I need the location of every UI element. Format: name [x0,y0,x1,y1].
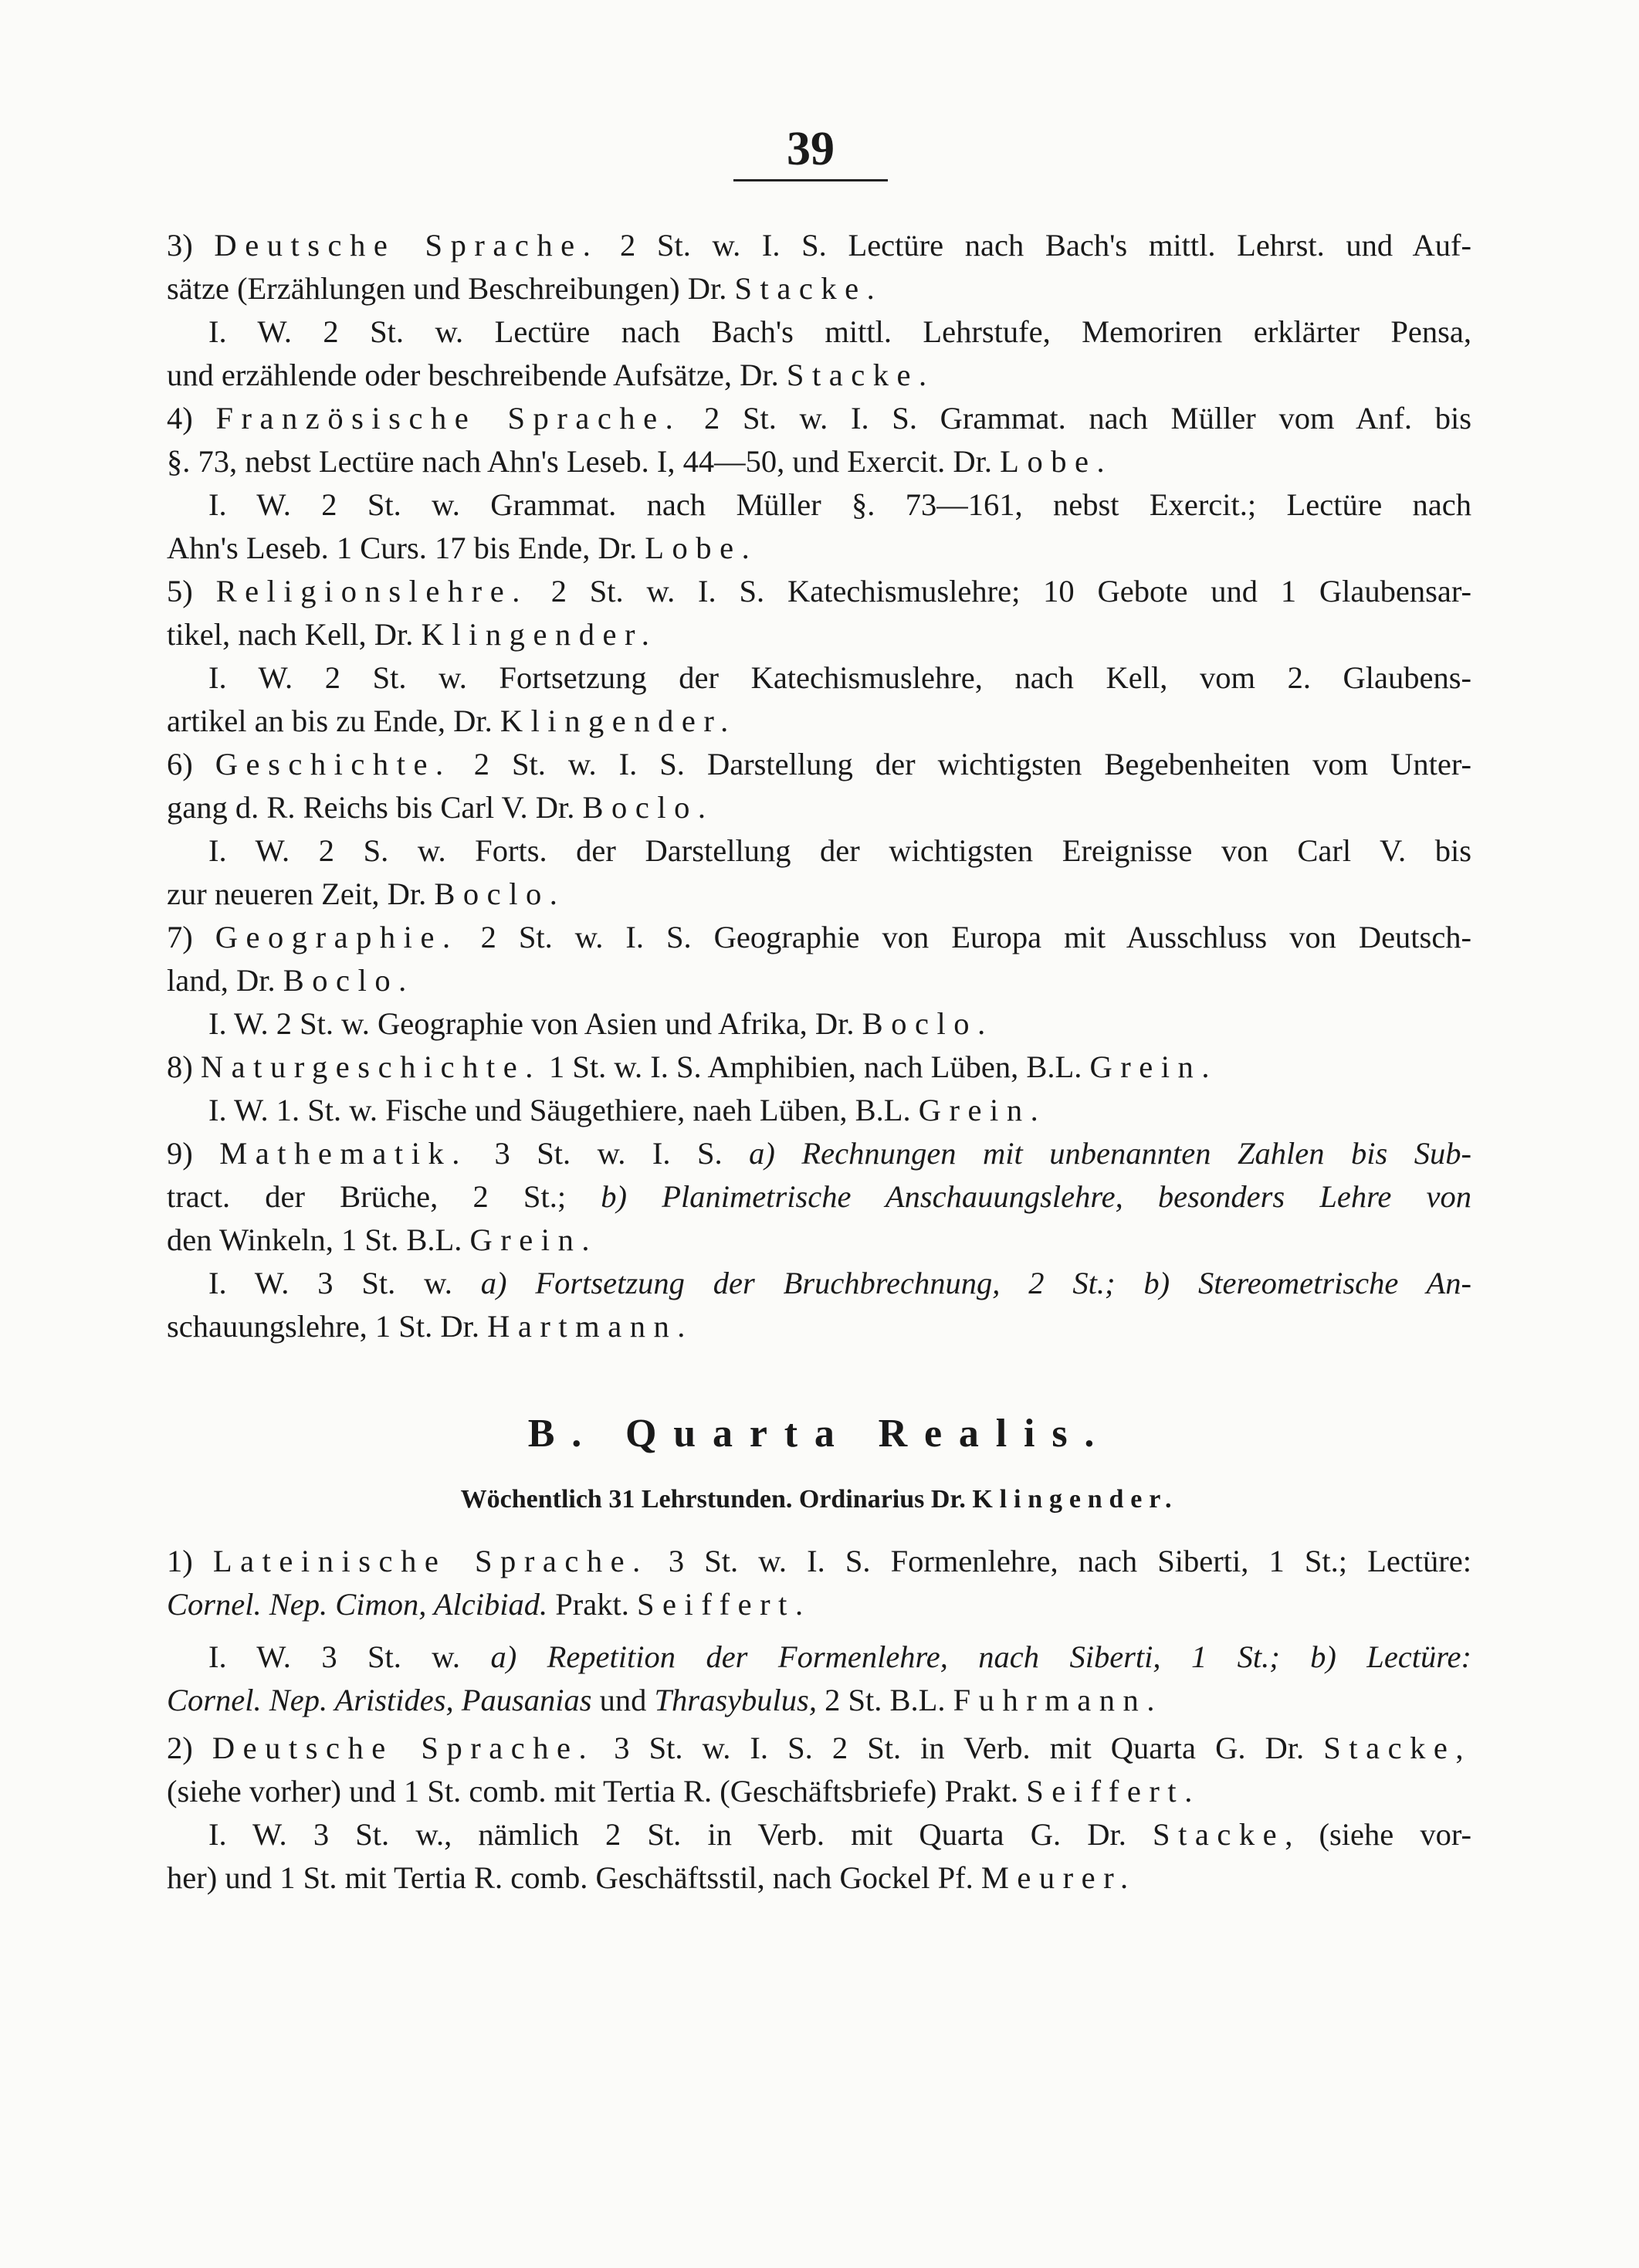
text-line: I. W. 3 St. w., nämlich 2 St. in Verb. mit Quarta G. Dr. Stacke, (siehe vor- [208,1817,1472,1852]
text-line: her) und 1 St. mit Tertia R. comb. Geschäftsstil, nach Gockel Pf. Meurer. [167,1860,1136,1895]
text-line: I. W. 2 St. w. Geographie von Asien und Afrika, Dr. Boclo. [208,1006,994,1041]
teacher-name: Grein. [1089,1049,1217,1084]
section-heading: B. Quarta Realis. [527,1412,1112,1456]
text-line: I. W. 3 St. w. a) Fortsetzung der Bruchbrechnung, 2 St.; b) Stereometrische An- [208,1266,1471,1300]
text-line: 6) Geschichte. 2 St. w. I. S. Darstellung der wichtigsten Begebenheiten vom Unter- [167,747,1472,781]
subject-name: Naturgeschichte. [200,1049,541,1084]
text-line: I. W. 3 St. w. a) Repetition der Formenlehre, nach Siberti, 1 St.; b) Lectüre: [208,1639,1471,1674]
teacher-name: Klingender. [421,617,658,652]
text-line: I. W. 2 St. w. Lectüre nach Bach's mittl. Lehrstufe, Memoriren erklärter Pensa, [208,314,1471,349]
page-number-rule [733,179,888,181]
text-line: artikel an bis zu Ende, Dr. Klingender. [167,703,737,738]
teacher-name: Boclo. [434,876,566,911]
text-line: Cornel. Nep. Cimon, Alcibiad. Prakt. Seiffert. [167,1587,811,1622]
text-line: zur neueren Zeit, Dr. Boclo. [167,876,566,911]
text-line: 9) Mathematik. 3 St. w. I. S. a) Rechnungen mit unbenannten Zahlen bis Sub- [167,1136,1472,1171]
teacher-name: Klingender. [499,703,737,738]
teacher-name: Seiffert. [1026,1774,1200,1809]
text-line: schauungslehre, 1 St. Dr. Hartmann. [167,1309,693,1344]
subject-name: Religionslehre. [215,574,528,609]
text-line: (siehe vorher) und 1 St. comb. mit Tertia R. (Geschäftsbriefe) Prakt. Seiffert. [167,1774,1200,1809]
text-line: 7) Geographie. 2 St. w. I. S. Geographie von Europa mit Ausschluss von Deutsch- [167,920,1472,954]
text-line: Cornel. Nep. Aristides, Pausanias und Thrasybulus, 2 St. B.L. Fuhrmann. [167,1683,1163,1717]
subject-name: Geographie. [215,920,459,954]
text-line: 8) Naturgeschichte. 1 St. w. I. S. Amphibien, nach Lüben, B.L. Grein. [167,1049,1217,1084]
text-line: und erzählende oder beschreibende Aufsätze, Dr. Stacke. [167,358,935,392]
text-line: land, Dr. Boclo. [167,963,415,998]
teacher-name: Seiffert. [637,1587,811,1622]
teacher-name: Hartmann. [487,1309,693,1344]
text-line: I. W. 2 St. w. Grammat. nach Müller §. 73—161, nebst Exercit.; Lectüre nach [208,487,1471,522]
text-line: sätze (Erzählungen und Beschreibungen) Dr. Stacke. [167,271,883,306]
text-line: 3) Deutsche Sprache. 2 St. w. I. S. Lectüre nach Bach's mittl. Lehrst. und Auf- [167,228,1472,263]
teacher-name: Boclo. [862,1006,994,1041]
teacher-name: Boclo. [582,790,714,825]
teacher-name: Fuhrmann. [953,1683,1163,1717]
subject-name: Französische Sprache. [215,401,682,436]
teacher-name: Stacke, [1323,1731,1472,1765]
text-line: gang d. R. Reichs bis Carl V. Dr. Boclo. [167,790,714,825]
text-line: den Winkeln, 1 St. B.L. Grein. [167,1222,598,1257]
subject-name: Geschichte. [215,747,452,781]
teacher-name: Meurer. [980,1860,1136,1895]
text-line: tract. der Brüche, 2 St.; b) Planimetrische Anschauungslehre, besonders Lehre von [167,1179,1472,1214]
subject-name: Mathematik. [219,1136,468,1171]
text-line: 2) Deutsche Sprache. 3 St. w. I. S. 2 St. in Verb. mit Quarta G. Dr. Stacke, [167,1731,1472,1765]
text-line: Ahn's Leseb. 1 Curs. 17 bis Ende, Dr. Lobe. [167,531,758,565]
teacher-name: Boclo. [283,963,415,998]
text-line: I. W. 1. St. w. Fische und Säugethiere, naeh Lüben, B.L. Grein. [208,1093,1047,1127]
text-line: 5) Religionslehre. 2 St. w. I. S. Katechismuslehre; 10 Gebote und 1 Glaubensar- [167,574,1472,609]
teacher-name: Lobe. [1000,444,1113,479]
teacher-name: Stacke. [786,358,935,392]
teacher-name: Grein. [918,1093,1047,1127]
subject-name: Deutsche Sprache. [214,228,599,263]
teacher-name: Lobe. [645,531,758,565]
page-number: 39 [787,123,835,175]
text-line: 4) Französische Sprache. 2 St. w. I. S. Grammat. nach Müller vom Anf. bis [167,401,1472,436]
subject-name: Lateinische Sprache. [212,1544,648,1578]
text-line: tikel, nach Kell, Dr. Klingender. [167,617,658,652]
text-line: 1) Lateinische Sprache. 3 St. w. I. S. Formenlehre, nach Siberti, 1 St.; Lectüre: [167,1544,1472,1578]
teacher-name: Grein. [469,1222,598,1257]
text-line: §. 73, nebst Lectüre nach Ahn's Leseb. I, 44—50, und Exercit. Dr. Lobe. [167,444,1113,479]
text-line: I. W. 2 St. w. Fortsetzung der Katechismuslehre, nach Kell, vom 2. Glaubens- [208,660,1471,695]
text-line: I. W. 2 S. w. Forts. der Darstellung der wichtigsten Ereignisse von Carl V. bis [208,833,1471,868]
section-subheading: Wöchentlich 31 Lehrstunden. Ordinarius Dr. Klingender. [460,1485,1179,1514]
teacher-name: Stacke. [734,271,883,306]
subject-name: Deutsche Sprache. [212,1731,595,1765]
teacher-name: Stacke [1153,1817,1285,1852]
